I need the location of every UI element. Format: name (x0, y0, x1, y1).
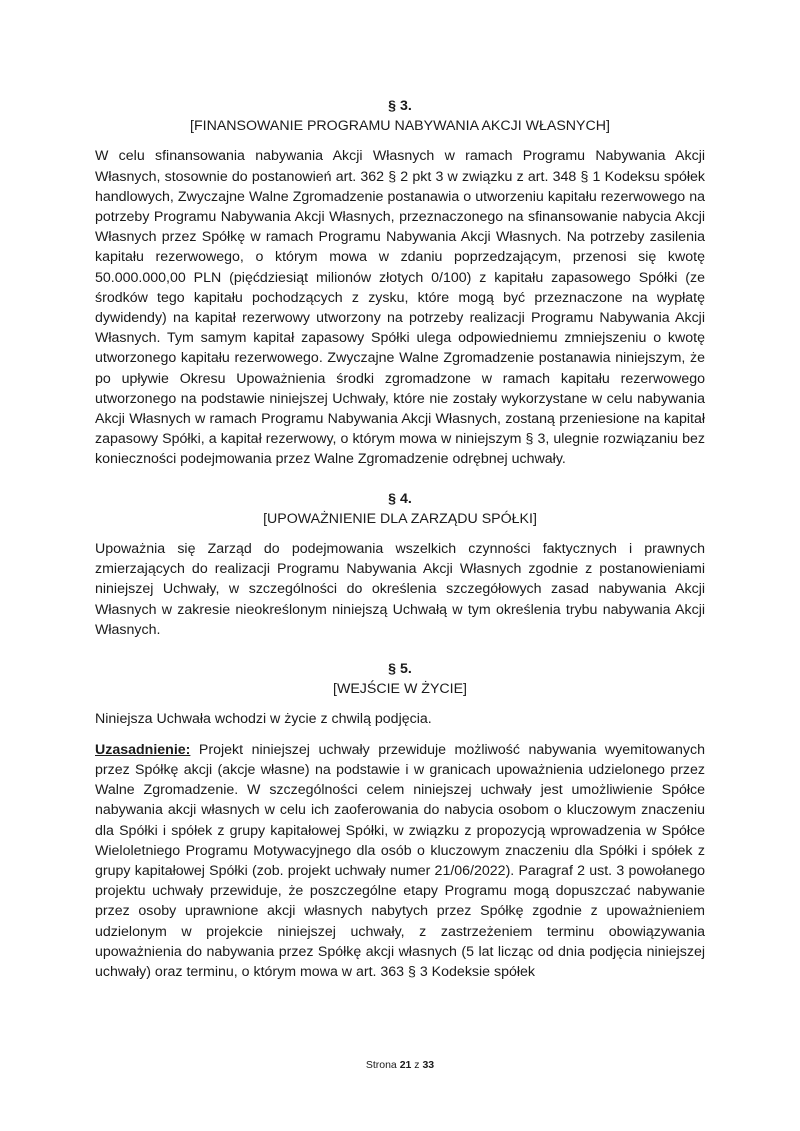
section-5-paragraph: Niniejsza Uchwała wchodzi w życie z chwilą podjęcia. (95, 711, 432, 728)
section-title: [FINANSOWANIE PROGRAMU NABYWANIA AKCJI WŁASNYCH] (190, 118, 610, 135)
justification-label: Uzasadnienie: (95, 741, 191, 758)
page-prefix: Strona (365, 1059, 397, 1071)
total-pages-number: 33 (422, 1059, 435, 1071)
page-footer (0, 1059, 800, 1071)
section-3-heading (95, 96, 705, 136)
justification-paragraph (95, 740, 705, 982)
section-title: [WEJŚCIE W ŻYCIE] (333, 681, 467, 698)
section-number: § 5. (388, 661, 412, 678)
section-number: § 3. (388, 98, 412, 114)
section-4-heading (95, 489, 705, 529)
section-title: [UPOWAŻNIENIE DLA ZARZĄDU SPÓŁKI] (263, 510, 537, 527)
section-3-paragraph: W celu sfinansowania nabywania Akcji Własnych w ramach Programu Nabywania Akcji Własnych, stosownie do postanowień art. 362 § 2 pkt 3 w związku z art. 348 § 1 Kodeksu spółek handlowych, Zwyczajne Walne Zgromadzenie postanawia o utworzeniu kapitału rezerwowego na potrzeby Programu Nabywania Akcji Własnych, przeznaczonego na sfinansowanie nabycia Akcji Własnych przez Spółkę w ramach Programu Nabywania Akcji Własnych. Na potrzeby zasilenia kapitału rezerwowego, o którym mowa w zdaniu poprzedzającym, przenosi się kwotę 50.000.000,00 PLN (pięćdziesiąt milionów złotych 0/100) z kapitału zapasowego Spółki (ze środków tego kapitału pochodzących z zysku, które mogą być przeznaczone na wypłatę dywidendy) na kapitał rezerwowy utworzony na potrzeby realizacji Programu Nabywania Akcji Własnych. Tym samym kapitał zapasowy Spółki ulega odpowiedniemu zmniejszeniu o kwotę utworzonego kapitału rezerwowego. Zwyczajne Walne Zgromadzenie postanawia niniejszym, że po upływie Okresu Upoważnienia środki zgromadzone w ramach kapitału rezerwowego utworzonego na podstawie niniejszej Uchwały, które nie zostały wykorzystane w celu nabywania Akcji Własnych w ramach Programu Nabywania Akcji Własnych, zostaną przeniesione na kapitał zapasowy Spółki, a kapitał rezerwowy, o którym mowa w niniejszym § 3, ulegnie rozwiązaniu bez konieczności podejmowania przez Walne Zgromadzenie odrębnej uchwały. (95, 148, 705, 468)
section-number: § 4. (388, 490, 412, 507)
current-page-number: 21 (399, 1059, 412, 1071)
document-page (95, 96, 705, 982)
section-4-paragraph: Upoważnia się Zarząd do podejmowania wszelkich czynności faktycznych i prawnych zmierzających do realizacji Programu Nabywania Akcji Własnych zgodnie z postanowieniami niniejszej Uchwały, w szczególności do określenia szczegółowych zasad nabywania Akcji Własnych w zakresie nieokreślonym niniejszą Uchwałą w tym określenia trybu nabywania Akcji Własnych. (95, 541, 705, 638)
page-separator: z (414, 1059, 420, 1071)
justification-text: Projekt niniejszej uchwały przewiduje możliwość nabywania wyemitowanych przez Spółkę akcji (akcje własne) na podstawie i w granicach upoważnienia udzielonego przez Walne Zgromadzenie. W szczególności celem niniejszej uchwały jest umożliwienie Spółce nabywania akcji własnych w celu ich zaoferowania do nabycia osobom o kluczowym znaczeniu dla Spółki i spółek z grupy kapitałowej Spółki, w związku z propozycją wprowadzenia w Spółce Wieloletniego Programu Motywacyjnego dla osób o kluczowym znaczeniu dla Spółki i spółek z grupy kapitałowej Spółki (zob. projekt uchwały numer 21/06/2022). Paragraf 2 ust. 3 powołanego projektu uchwały przewiduje, że poszczególne etapy Programu mogą dopuszczać nabywanie przez osoby uprawnione akcji własnych nabytych przez Spółkę zgodnie z upoważnieniem udzielonym w projekcie niniejszej uchwały, z zastrzeżeniem terminu obowiązywania upoważnienia do nabywania przez Spółkę akcji własnych (5 lat licząc od dnia podjęcia niniejszej uchwały) oraz terminu, o którym mowa w art. 363 § 3 Kodeksie spółek (95, 741, 705, 980)
section-5-heading (95, 659, 705, 699)
